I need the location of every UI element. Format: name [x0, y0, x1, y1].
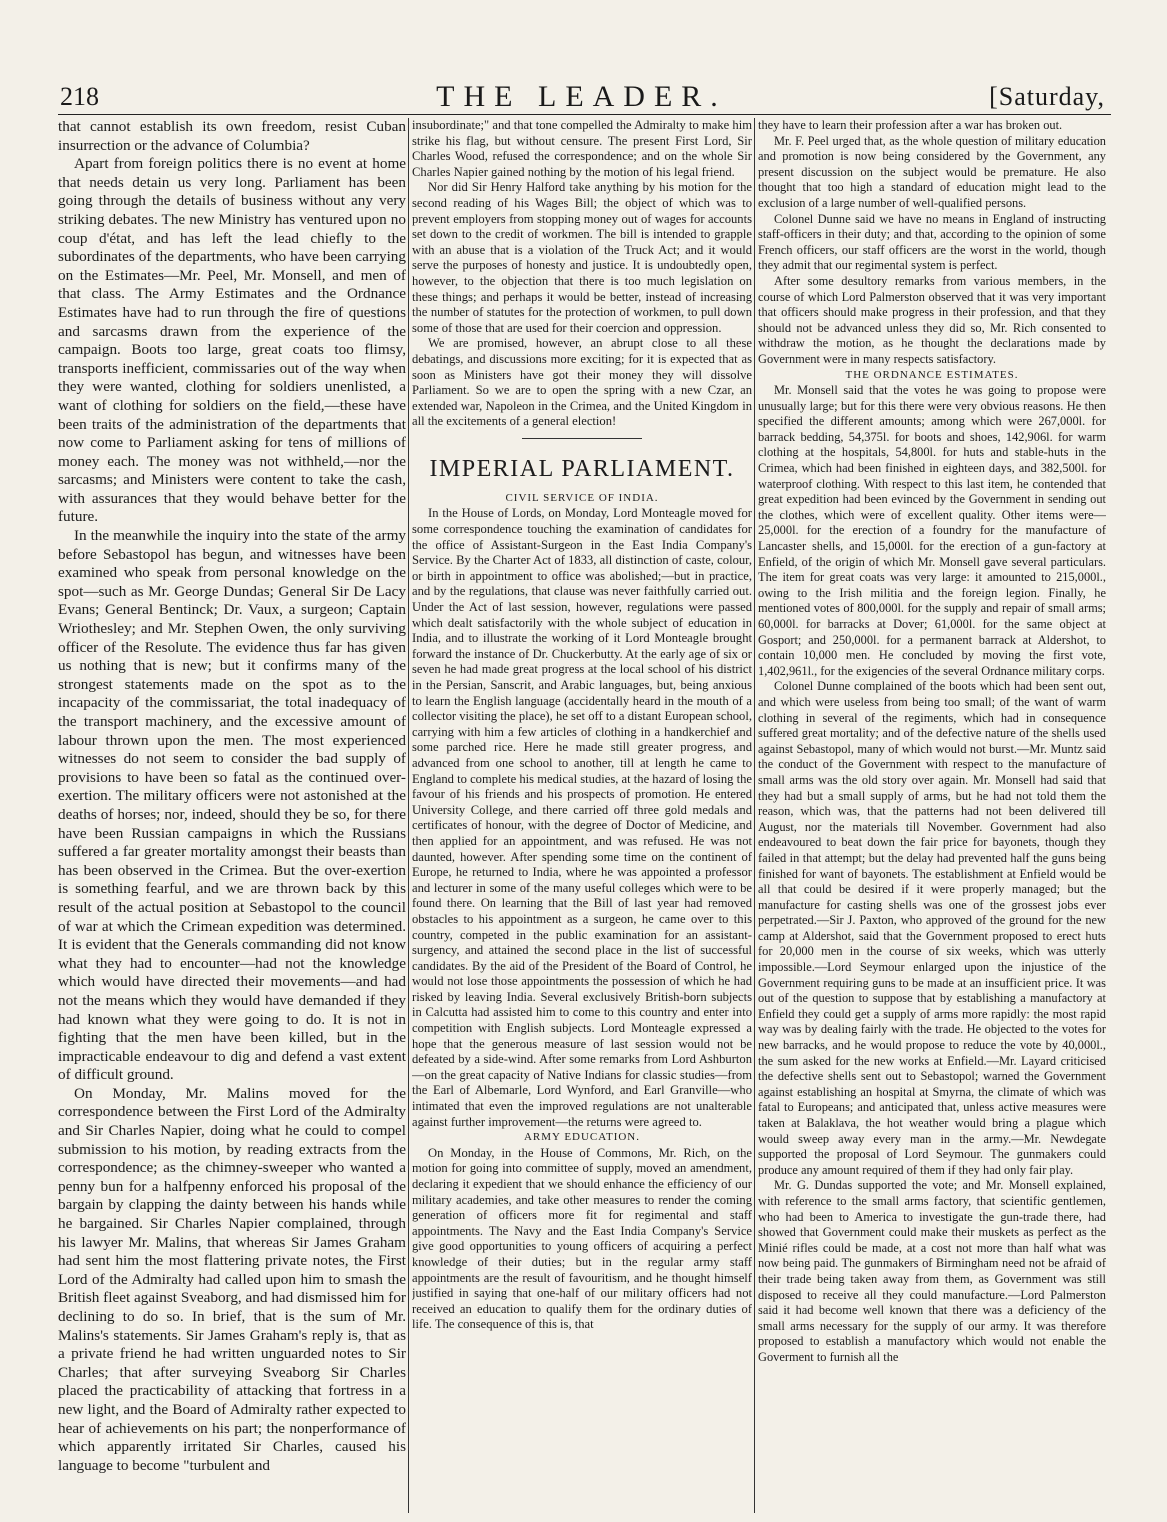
- header-date: [Saturday,: [989, 82, 1105, 111]
- header-rule: [58, 114, 1111, 115]
- article-paragraph: Colonel Dunne complained of the boots which had been sent out, and which were useless from being too small; of the want of warm clothing in several of the regiments, which had in consequence suffered great mortality; and of the defective nature of the shells used against Sebastopol, many of which would not burst.—Mr. Muntz said the conduct of the Government with respect to the manufacture of small arms was the old story over again. Mr. Monsell had said that they had but a small supply of arms, but he had not told them the reason, which was, that the patterns had not been delivered till August, nor the materials till November. Government had also endeavoured to beat down the fair price for bayonets, though they failed in that attempt; but the delay had prevented half the guns being finished for want of bayonets. The establishment at Enfield would be all that could be desired if it were properly managed; but the manufacture for casting shells was one of the grossest jobs ever perpetrated.—Sir J. Paxton, who approved of the ground for the new camp at Aldershot, said that the Government proposed to erect huts for 20,000 men in the course of six weeks, which was utterly impossible.—Lord Seymour enlarged upon the injustice of the Government requiring guns to be made at an insufficient price. It was out of the question to suppose that by establishing a manufactory at Enfield they could get a supply of arms more rapidly: the most rapid way was by dealing fairly with the trade. He objected to the votes for new barracks, and he would propose to reduce the vote by 40,000l., the sum asked for the new works at Enfield.—Mr. Layard criticised the defective shells sent out to Sebastopol; warned the Government against establishing an hospital at Smyrna, the climate of which was fatal to Europeans; and anticipated that, unless active measures were taken at Balaklava, the hot weather would bring a plague which would sweep away every man in the army.—Mr. Newdegate supported the proposal of Lord Seymour. The gunmakers could produce any amount required of them if they had only fair play.: [758, 679, 1106, 1177]
- column-3: [758, 118, 1106, 1518]
- page-number: 218: [60, 82, 99, 111]
- article-paragraph: After some desultory remarks from various members, in the course of which Lord Palmerston observed that it was very important that officers should make progress in their profession, and that they should not be advanced unless they did so, Mr. Rich consented to withdraw the motion, as he thought the declarations made by Government were in many respects satisfactory.: [758, 273, 1106, 366]
- column-divider: [754, 118, 755, 1513]
- masthead-title: THE LEADER.: [436, 80, 727, 113]
- article-paragraph: In the meanwhile the inquiry into the state of the army before Sebastopol has begun, and witnesses have been examined who speak from personal knowledge on the spot—such as Mr. George Dundas; General Sir De Lacy Evans; General Bentinck; Dr. Vaux, a surgeon; Captain Wriothesley; and Mr. Stephen Owen, the only surviving officer of the Resolute. The evidence thus far has given us nothing that is new; but it confirms many of the strongest statements made on the spot as to the incapacity of the commissariat, the total inadequacy of the transport machinery, and the excessive amount of labour thrown upon the men. The most experienced witnesses do not seem to consider the bad supply of provisions to have been so fatal as the continued over-exertion. The military officers were not astonished at the deaths of horses; nor, indeed, should they be so, for there have been Russian campaigns in which the Russians suffered a far greater mortality amongst their beasts than has been observed in the Crimea. But the over-exertion is something fearful, and we are thrown back by this result of the actual position at Sebastopol to the council of war at which the Crimean expedition was determined. It is evident that the Generals commanding did not know what they had to encounter—had not the knowledge which would have directed their movements—and had not the means which they would have demanded if they had known what they were going to do. It is not in fighting that the men have been killed, but in the impracticable endeavour to dig and defend a vast extent of difficult ground.: [58, 527, 406, 1084]
- article-paragraph: On Monday, Mr. Malins moved for the correspondence between the First Lord of the Admiralty and Sir Charles Napier, doing what he could to compel submission to his motion, by reading extracts from the correspondence; as the chimney-sweeper who wanted a penny bun for a halfpenny enforced his proposal of the bargain by clapping the dainty between his hands while he bargained. Sir Charles Napier complained, through his lawyer Mr. Malins, that whereas Sir James Graham had sent him the most flattering private notes, the First Lord of the Admiralty had called upon him to smash the British fleet against Sveaborg, and had dismissed him for declining to do so. In brief, that is the sum of Mr. Malins's statements. Sir James Graham's reply is, that as a private friend he had written unguarded notes to Sir Charles; that after surveying Sveaborg Sir Charles placed the practicability of attacking that fortress in a new light, and the Board of Admiralty rather expected to hear of achievements on his part; the nonperformance of which apparently irritated Sir Charles, caused his language to become "turbulent and: [58, 1084, 406, 1474]
- page-header: [58, 78, 1105, 118]
- article-paragraph: Mr. G. Dundas supported the vote; and Mr. Monsell explained, with reference to the small arms factory, that scientific gentlemen, who had been to America to investigate the gun-trade there, had showed that Government could make their muskets as perfect as the Minié rifles could be made, at a cost not more than half what was now being paid. The gunmakers of Birmingham need not be afraid of their trade being taken away from them, as Government was still disposed to receive all they could manufacture.—Lord Palmerston said it had become well known that there was a deficiency of the small arms necessary for the supply of our army. It was therefore proposed to establish a manufactory which would not enable the Goverment to furnish all the: [758, 1178, 1106, 1364]
- article-paragraph: We are promised, however, an abrupt close to all these debatings, and discussions more exciting; for it is expected that as soon as Ministers have got their money they will dissolve Parliament. So we are to open the spring with a new Czar, an extended war, Napoleon in the Crimea, and the United Kingdom in all the excitements of a general election!: [412, 336, 752, 429]
- column-1: [58, 118, 406, 1518]
- article-paragraph: Mr. Monsell said that the votes he was going to propose were unusually large; but for this there were very obvious reasons. He then specified the different amounts; among which were 267,000l. for barrack bedding, 54,375l. for boots and shoes, 142,906l. for warm clothing at the hospitals, 54,800l. for huts and stable-huts in the Crimea, which had been finished in eighteen days, and 382,500l. for waterproof clothing. With respect to this last item, he contended that great expedition had been evinced by the Government in sending out the clothes, which were of excellent quality. Other items were—25,000l. for the erection of a foundry for the manufacture of Lancaster shells, and 15,000l. for the erection of a gun-factory at Enfield, of the origin of which Mr. Monsell gave several particulars. The item for great coats was very large: it amounted to 215,000l., owing to the Irish militia and the foreign legion. Finally, he mentioned votes of 800,000l. for the supply and repair of small arms; 60,000l. for barracks at Dover; 61,000l. for the same object at Gosport; and 250,000l. for a permanent barrack at Aldershot, to contain 10,000 men. He concluded by moving the first vote, 1,402,961l., for the exigencies of the several Ordnance military corps.: [758, 383, 1106, 678]
- article-paragraph: On Monday, in the House of Commons, Mr. Rich, on the motion for going into committee of supply, moved an amendment, declaring it expedient that we should enhance the efficiency of our military academies, and take other measures to render the coming generation of officers more fit for regimental and staff appointments. The Navy and the East India Company's Service give good opportunities to young officers of acquiring a perfect knowledge of their duties; but in the regular army staff appointments are the result of favouritism, and he thought himself justified in saying that one-half of our military officers had not received an education to qualify them for the ordinary duties of life. The consequence of this is, that: [412, 1145, 752, 1332]
- article-paragraph: In the House of Lords, on Monday, Lord Monteagle moved for some correspondence touching the examination of candidates for the office of Assistant-Surgeon in the East India Company's Service. By the Charter Act of 1833, all distinction of caste, colour, or birth in appointment to office was abolished;—but in practice, and by the regulations, that clause was never faithfully carried out. Under the Act of last session, however, regulations were passed which dealt satisfactorily with the whole subject of education in India, and to illustrate the working of it Lord Monteagle brought forward the instance of Dr. Chuckerbutty. At the early age of six or seven he had made great progress at the local school of his district in the Persian, Sanscrit, and Arabic languages, but, being anxious to learn the English language (accidentally heard in the mouth of a collector visiting the place), he set off to a distant European school, carrying with him a few articles of clothing in a handkerchief and some parched rice. Here he made still greater progress, and advanced from one school to another, till at length he came to England to complete his medical studies, at the hazard of losing the favour of his friends and his prospects of promotion. He entered University College, and there carried off three gold medals and certificates of honour, with the degree of Doctor of Medicine, and then applied for an appointment, and was refused. He was not daunted, however. After spending some time on the continent of Europe, he returned to India, where he was appointed a professor and lecturer in some of the many useful colleges which were to be found there. On learning that the Bill of last year had removed obstacles to his appointment as a surgeon, he came over to this country, competed in the public examination for an assistant-surgency, and attained the second place in the list of successful candidates. By the aid of the President of the Board of Control, he would not lose those appointments the possession of which he had risked by leaving India. Several exclusively British-born subjects in Calcutta had assisted him to come to this country and enter into competition with English subjects. Lord Monteagle expressed a hope that the generous measure of last session would not be defeated by a side-wind. After some remarks from Lord Ashburton—on the great capacity of Native Indians for classic studies—from the Earl of Albemarle, Lord Wynford, and Earl Granville—who intimated that even the improved regulations are not unalterable against further improvement—the returns were agreed to.: [412, 506, 752, 1129]
- column-2: [412, 118, 752, 1518]
- subhead-civil-service: CIVIL SERVICE OF INDIA.: [505, 491, 659, 504]
- subhead-ordnance-estimates: THE ORDNANCE ESTIMATES.: [845, 368, 1019, 381]
- article-paragraph: that cannot establish its own freedom, resist Cuban insurrection or the advance of Columbia?: [58, 118, 406, 154]
- article-paragraph: Colonel Dunne said we have no means in England of instructing staff-officers in their duty; and that, according to the opinion of some French officers, our staff officers are the worst in the world, though they admit that our regimental system is perfect.: [758, 211, 1106, 273]
- subhead-army-education: ARMY EDUCATION.: [523, 1131, 641, 1144]
- article-paragraph: they have to learn their profession after a war has broken out.: [758, 118, 1063, 132]
- column-divider: [408, 118, 409, 1513]
- article-paragraph: insubordinate;" and that tone compelled the Admiralty to make him strike his flag, but without censure. The present First Lord, Sir Charles Wood, refused the correspondence; and on the whole Sir Charles Napier gained nothing by the motion of his legal friend.: [412, 118, 752, 179]
- article-paragraph: Mr. F. Peel urged that, as the whole question of military education and promotion is now being considered by the Government, any present discussion on the subject would be premature. He also thought that too high a standard of education might lead to the exclusion of a large number of well-qualified persons.: [758, 133, 1106, 210]
- article-paragraph: Apart from foreign politics there is no event at home that needs detain us very long. Parliament has been going through the details of business without any very striking debates. The new Ministry has ventured upon no coup d'état, and has left the lead chiefly to the subordinates of the departments, who have been carrying on the Estimates—Mr. Peel, Mr. Monsell, and men of that class. The Army Estimates and the Ordnance Estimates have had to run through the fire of questions and sarcasms drawn from the experience of the campaign. Boots too large, great coats too flimsy, transports inefficient, commissaries out of the way when they were wanted, clothing for soldiers unenlisted, a want of clothing for soldiers on the field,—these have been traits of the administration of the departments that now come to Parliament asking for tens of millions of money each. The money was not withheld,—nor the sarcasms; and Ministers were content to take the cash, with assurances that they would behave better for the future.: [58, 155, 406, 526]
- article-paragraph: Nor did Sir Henry Halford take anything by his motion for the second reading of his Wages Bill; the object of which was to prevent employers from stopping money out of wages for accounts set down to the credit of workmen. The bill is intended to grapple with an abuse that is a violation of the Truck Act; and it would serve the purposes of honesty and justice. It is undoubtedly open, however, to the objection that there is too much legislation on these things; and perhaps it would be better, instead of increasing the number of statutes for the protection of workmen, to pull down some of those that are used for their coercion and oppression.: [412, 180, 752, 335]
- section-divider: [429, 438, 735, 483]
- section-title: IMPERIAL PARLIAMENT.: [429, 455, 735, 482]
